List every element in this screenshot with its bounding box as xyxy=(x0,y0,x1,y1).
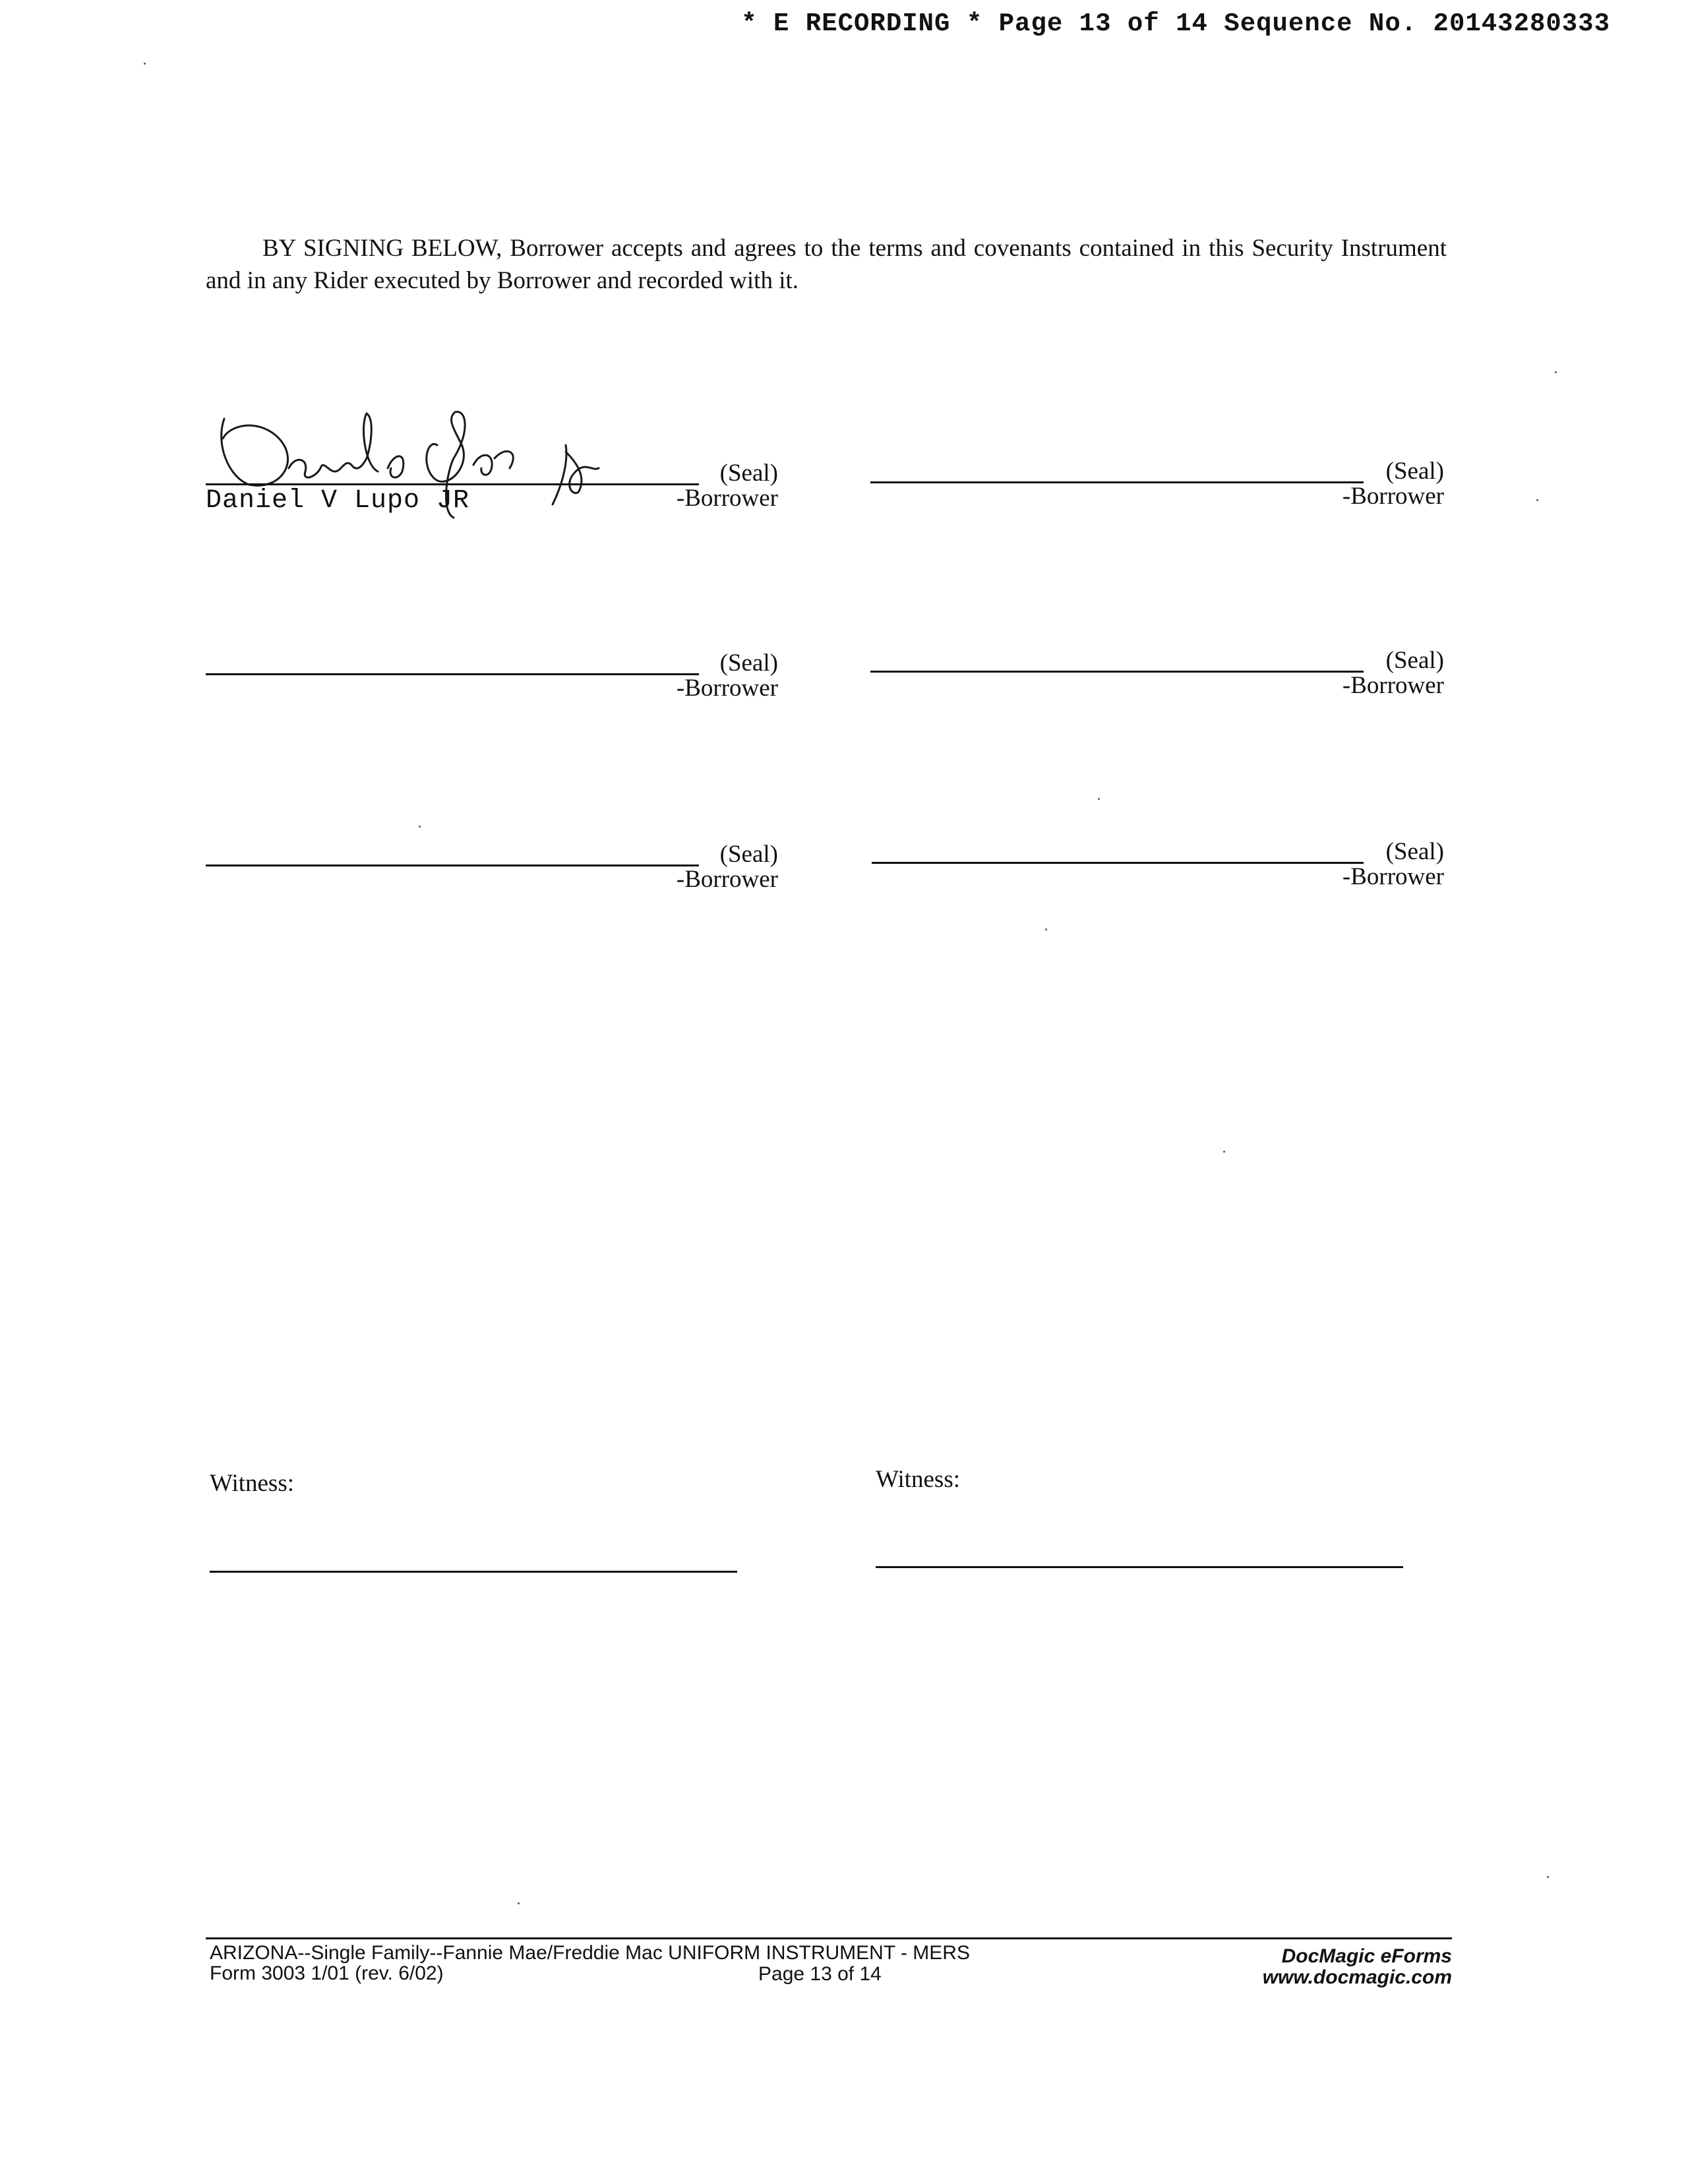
witness-label-2: Witness: xyxy=(876,1466,961,1493)
seal-label-6: (Seal) xyxy=(1385,838,1444,865)
borrower-role-label-4: -Borrower xyxy=(1342,672,1444,699)
borrower-signature-line-2 xyxy=(870,481,1364,483)
scan-speck xyxy=(518,1902,520,1904)
footer-page-number: Page 13 of 14 xyxy=(758,1963,882,1985)
scan-speck xyxy=(144,63,146,65)
seal-label-3: (Seal) xyxy=(719,650,778,677)
recording-header: * E RECORDING * Page 13 of 14 Sequence No. 20143280333 xyxy=(741,9,1610,38)
borrower-signature-line-5 xyxy=(206,864,699,866)
scan-speck xyxy=(1536,499,1538,501)
borrower-signature-line-4 xyxy=(870,671,1364,673)
borrower-role-label-2: -Borrower xyxy=(1342,483,1444,510)
borrower-role-label-1: -Borrower xyxy=(676,485,778,512)
borrower-role-label-3: -Borrower xyxy=(676,675,778,702)
seal-label-5: (Seal) xyxy=(719,841,778,868)
borrower-role-label-5: -Borrower xyxy=(676,866,778,893)
witness-signature-line-1 xyxy=(210,1571,737,1573)
witness-signature-line-2 xyxy=(876,1566,1403,1568)
signing-statement-text: BY SIGNING BELOW, Borrower accepts and agrees to the terms and covenants contained in this Security Instrument and in any Rider executed by Borrower and recorded with it. xyxy=(206,235,1447,294)
witness-label-1: Witness: xyxy=(210,1470,295,1497)
footer-form-number: Form 3003 1/01 (rev. 6/02) xyxy=(210,1962,444,1984)
footer-form-title: ARIZONA--Single Family--Fannie Mae/Freddie Mac UNIFORM INSTRUMENT - MERS xyxy=(210,1942,970,1964)
scan-speck xyxy=(1098,798,1100,800)
seal-label-2: (Seal) xyxy=(1385,458,1444,485)
scan-speck xyxy=(1555,371,1557,373)
borrower-role-label-6: -Borrower xyxy=(1342,863,1444,890)
seal-label-1: (Seal) xyxy=(719,460,778,487)
footer-divider xyxy=(206,1937,1452,1939)
scan-speck xyxy=(1547,1876,1549,1878)
borrower-typed-name-1: Daniel V Lupo JR xyxy=(206,486,470,516)
signing-statement xyxy=(206,232,1447,297)
borrower-signature-line-1 xyxy=(206,483,699,485)
borrower-signature-line-6 xyxy=(872,862,1364,864)
seal-label-4: (Seal) xyxy=(1385,647,1444,674)
scan-speck xyxy=(1223,1151,1225,1153)
scan-speck xyxy=(419,826,421,828)
scan-speck xyxy=(1045,928,1047,930)
docmagic-url: www.docmagic.com xyxy=(1262,1966,1452,1988)
borrower-signature-line-3 xyxy=(206,673,699,675)
docmagic-logo: DocMagic eForms xyxy=(1281,1945,1452,1967)
